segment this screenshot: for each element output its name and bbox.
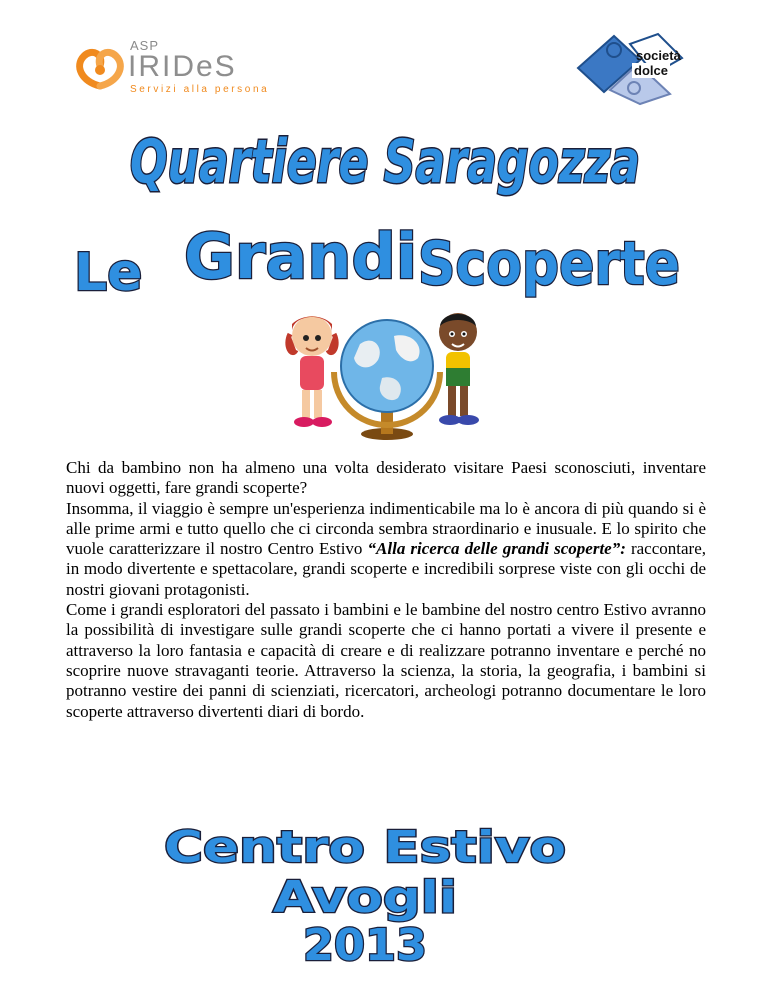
paragraph-3 [66,600,706,722]
scoperte-word-le: Le [74,243,143,303]
footer-line-3: 2013 [303,920,427,971]
paragraph-2-text-a: Insomma, il viaggio è sempre un'esperienza indimenticabile ma lo è ancora di più quando si è alle prime armi e tutto quello che ci circonda sembra straordinario e inusuale. E lo spirito che vuole caratterizzare il nostro Centro Estivo [66,498,706,559]
footer-line-2: Avogli [273,872,457,923]
dolce-line1: società [636,48,681,63]
paragraph-2 [66,499,706,600]
body-text [66,458,706,722]
paragraph-2-text-b: raccontare, in modo divertente e spettacolare, grandi scoperte e incredibili sorprese viste con gli occhi de nostri giovani protagonisti. [66,539,706,599]
project-name-emphasis: “Alla ricerca delle grandi scoperte”: [367,539,626,559]
dolce-logo [574,30,692,106]
dolce-line2: dolce [634,63,668,78]
irides-logo [70,38,270,98]
quartiere-title [120,118,650,200]
footer-title [150,818,580,971]
irides-name: IRIDeS [128,50,237,83]
paragraph-1 [66,458,706,499]
irides-mark-icon [70,42,130,94]
paragraph-3-text: Come i grandi esploratori del passato i bambini e le bambine del nostro centro Estivo avranno la possibilità di investigare sulle grandi scoperte che ci hanno portati a vivere il presente e attraverso la loro fantasia e capacità di creare e di realizzare potranno inventare e perché no scoprire nuove stravaganti teorie. Attraverso la scienza, la storia, la geografia, i bambini si potranno vestire dei panni di scienziati, ricercatori, archeologi potranno documentare le loro scoperte attraverso divertenti diari di bordo. [66,600,706,721]
footer-line-1: Centro Estivo [164,822,566,873]
globe-with-kids-icon [282,306,492,444]
irides-prefix: ASP [130,38,160,53]
quartiere-title-text: Quartiere Saragozza [130,127,640,197]
irides-tagline: Servizi alla persona [130,84,270,95]
paragraph-1-text: Chi da bambino non ha almeno una volta desiderato visitare Paesi sconosciuti, inventare nuovi oggetti, fare grandi scoperte? [66,458,706,498]
scoperte-word-scoperte: Scoperte [418,229,680,299]
scoperte-title [60,200,710,310]
scoperte-word-grandi: Grandi [184,220,418,293]
